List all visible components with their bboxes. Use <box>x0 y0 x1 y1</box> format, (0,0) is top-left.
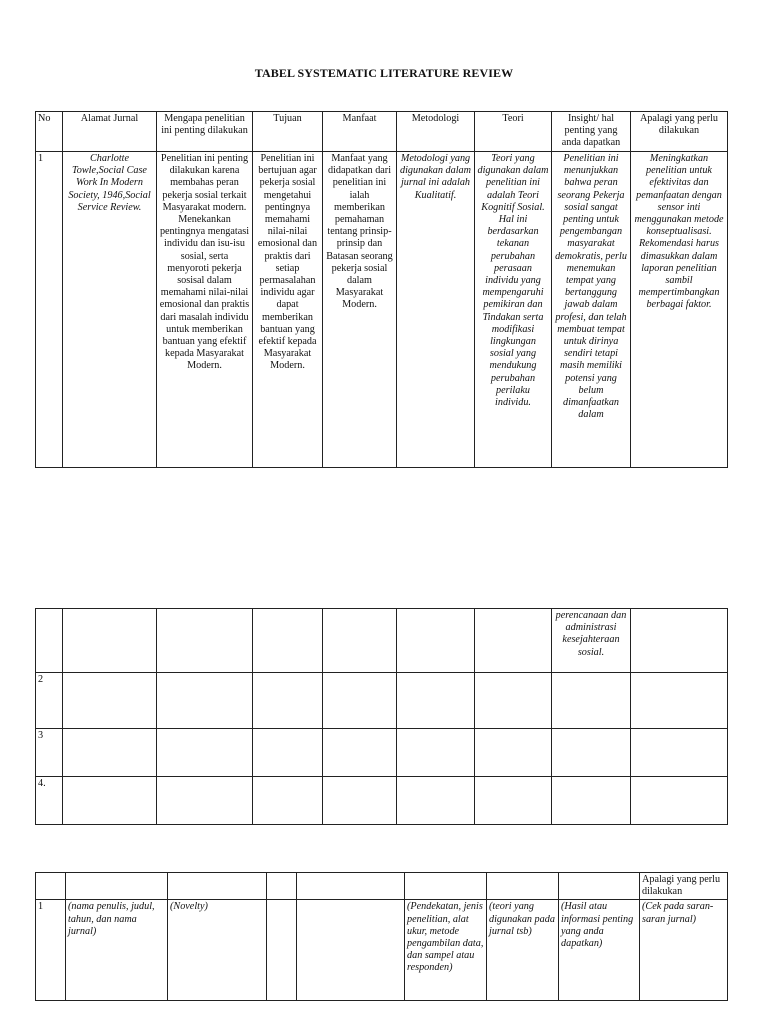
header-mengapa: Mengapa penelitian ini penting dilakukan <box>157 112 253 152</box>
cell-no: 4. <box>36 777 63 825</box>
cell-empty <box>36 873 66 900</box>
cell-empty <box>552 729 631 777</box>
cell-empty <box>63 673 157 729</box>
cell-empty <box>559 873 640 900</box>
cell-empty <box>63 729 157 777</box>
table-header-row <box>36 112 728 152</box>
cell-empty <box>397 673 475 729</box>
cell-empty <box>631 673 728 729</box>
cell-no: 2 <box>36 673 63 729</box>
cell-insight: Penelitian ini menunjukkan bahwa peran seorang Pekerja sosial sangat penting untuk pengembangan masyarakat demokratis, perlu menemukan tempat yang bertanggung jawab dalam profesi, dan telah membuat tempat untuk dirinya sendiri tetapi masih memiliki potensi yang belum dimanfaatkan dalam <box>552 152 631 468</box>
cell-empty <box>253 729 323 777</box>
literature-review-table <box>35 111 728 468</box>
template-guide-table <box>35 872 728 1001</box>
cell-empty <box>253 609 323 673</box>
cell-empty <box>475 673 552 729</box>
cell-empty <box>66 873 168 900</box>
cell-empty <box>552 673 631 729</box>
cell-empty <box>475 729 552 777</box>
cell-empty <box>487 873 559 900</box>
table-row <box>36 900 728 1001</box>
cell-empty <box>631 729 728 777</box>
cell-empty <box>323 777 397 825</box>
cell-metodologi: Metodologi yang digunakan dalam jurnal ini adalah Kualitatif. <box>397 152 475 468</box>
cell-apalagi: (Cek pada saran-saran jurnal) <box>640 900 728 1001</box>
cell-tujuan: Penelitian ini bertujuan agar pekerja sosial mengetahui pentingnya memahami nilai-nilai emosional dan praktis dari setiap permasalahan individu agar dapat memberikan bantuan yang efektif kepada Masyarakat Modern. <box>253 152 323 468</box>
cell-empty <box>63 777 157 825</box>
cell-empty <box>267 873 297 900</box>
cell-teori: Teori yang digunakan dalam penelitian ini adalah Teori Kognitif Sosial. Hal ini berdasarkan tekanan perubahan perasaan individu yang mempengaruhi pemikiran dan Tindakan serta modifikasi lingkungan sosial yang mendukung perubahan perilaku individu. <box>475 152 552 468</box>
cell-empty <box>253 673 323 729</box>
cell-metodologi: (Pendekatan, jenis penelitian, alat ukur, metode pengambilan data, dan sampel atau responden) <box>405 900 487 1001</box>
cell-empty <box>157 609 253 673</box>
header-teori: Teori <box>475 112 552 152</box>
table-row <box>36 673 728 729</box>
cell-empty <box>36 609 63 673</box>
table-row <box>36 152 728 468</box>
cell-teori: (teori yang digunakan pada jurnal tsb) <box>487 900 559 1001</box>
cell-empty <box>397 609 475 673</box>
cell-empty <box>297 900 405 1001</box>
cell-empty <box>323 609 397 673</box>
cell-empty <box>397 729 475 777</box>
cell-empty <box>552 777 631 825</box>
header-alamat-jurnal: Alamat Jurnal <box>63 112 157 152</box>
cell-empty <box>168 873 267 900</box>
header-manfaat: Manfaat <box>323 112 397 152</box>
header-tujuan: Tujuan <box>253 112 323 152</box>
cell-empty <box>157 729 253 777</box>
cell-empty <box>323 729 397 777</box>
cell-empty <box>475 777 552 825</box>
continuation-table <box>35 608 728 825</box>
header-metodologi: Metodologi <box>397 112 475 152</box>
cell-empty <box>267 900 297 1001</box>
cell-empty <box>63 609 157 673</box>
cell-apalagi: Meningkatkan penelitian untuk efektivitas dan pemanfaatan dengan sensor inti menggunakan metode konseptualisasi. Rekomendasi harus dimasukkan dalam laporan penelitian sambil mempertimbangkan berbagai faktor. <box>631 152 728 468</box>
table-row <box>36 609 728 673</box>
cell-empty <box>157 673 253 729</box>
cell-alamat-jurnal: (nama penulis, judul, tahun, dan nama jurnal) <box>66 900 168 1001</box>
cell-empty <box>253 777 323 825</box>
cell-mengapa: Penelitian ini penting dilakukan karena membahas peran pekerja sosial terkait Masyarakat modern. Menekankan pentingnya mengatasi individu dan isu-isu sosial, serta menyoroti pekerja sosisal dalam memahami nilai-nilai emosional dan praktis dari masalah individu untuk memberikan bantuan yang efektif kepada Masyarakat Modern. <box>157 152 253 468</box>
header-apalagi: Apalagi yang perlu dilakukan <box>640 873 728 900</box>
cell-empty <box>631 609 728 673</box>
header-insight: Insight/ hal penting yang anda dapatkan <box>552 112 631 152</box>
cell-no: 1 <box>36 900 66 1001</box>
cell-no: 3 <box>36 729 63 777</box>
table-row <box>36 777 728 825</box>
cell-insight-continued: perencanaan dan administrasi kesejahteraan sosial. <box>552 609 631 673</box>
cell-empty <box>323 673 397 729</box>
cell-insight: (Hasil atau informasi penting yang anda dapatkan) <box>559 900 640 1001</box>
cell-empty <box>297 873 405 900</box>
cell-alamat-jurnal: Charlotte Towle,Social Case Work In Modern Society, 1946,Social Service Review. <box>63 152 157 468</box>
cell-empty <box>631 777 728 825</box>
cell-no: 1 <box>36 152 63 468</box>
document-title: TABEL SYSTEMATIC LITERATURE REVIEW <box>254 66 514 80</box>
table-row <box>36 729 728 777</box>
cell-mengapa: (Novelty) <box>168 900 267 1001</box>
table-header-row <box>36 873 728 900</box>
cell-empty <box>475 609 552 673</box>
cell-empty <box>157 777 253 825</box>
header-apalagi: Apalagi yang perlu dilakukan <box>631 112 728 152</box>
cell-manfaat: Manfaat yang didapatkan dari penelitian ini ialah memberikan pemahaman tentang prinsip-prinsip dan Batasan seorang pekerja sosial dalam Masyarakat Modern. <box>323 152 397 468</box>
cell-empty <box>397 777 475 825</box>
cell-empty <box>405 873 487 900</box>
header-no: No <box>36 112 63 152</box>
